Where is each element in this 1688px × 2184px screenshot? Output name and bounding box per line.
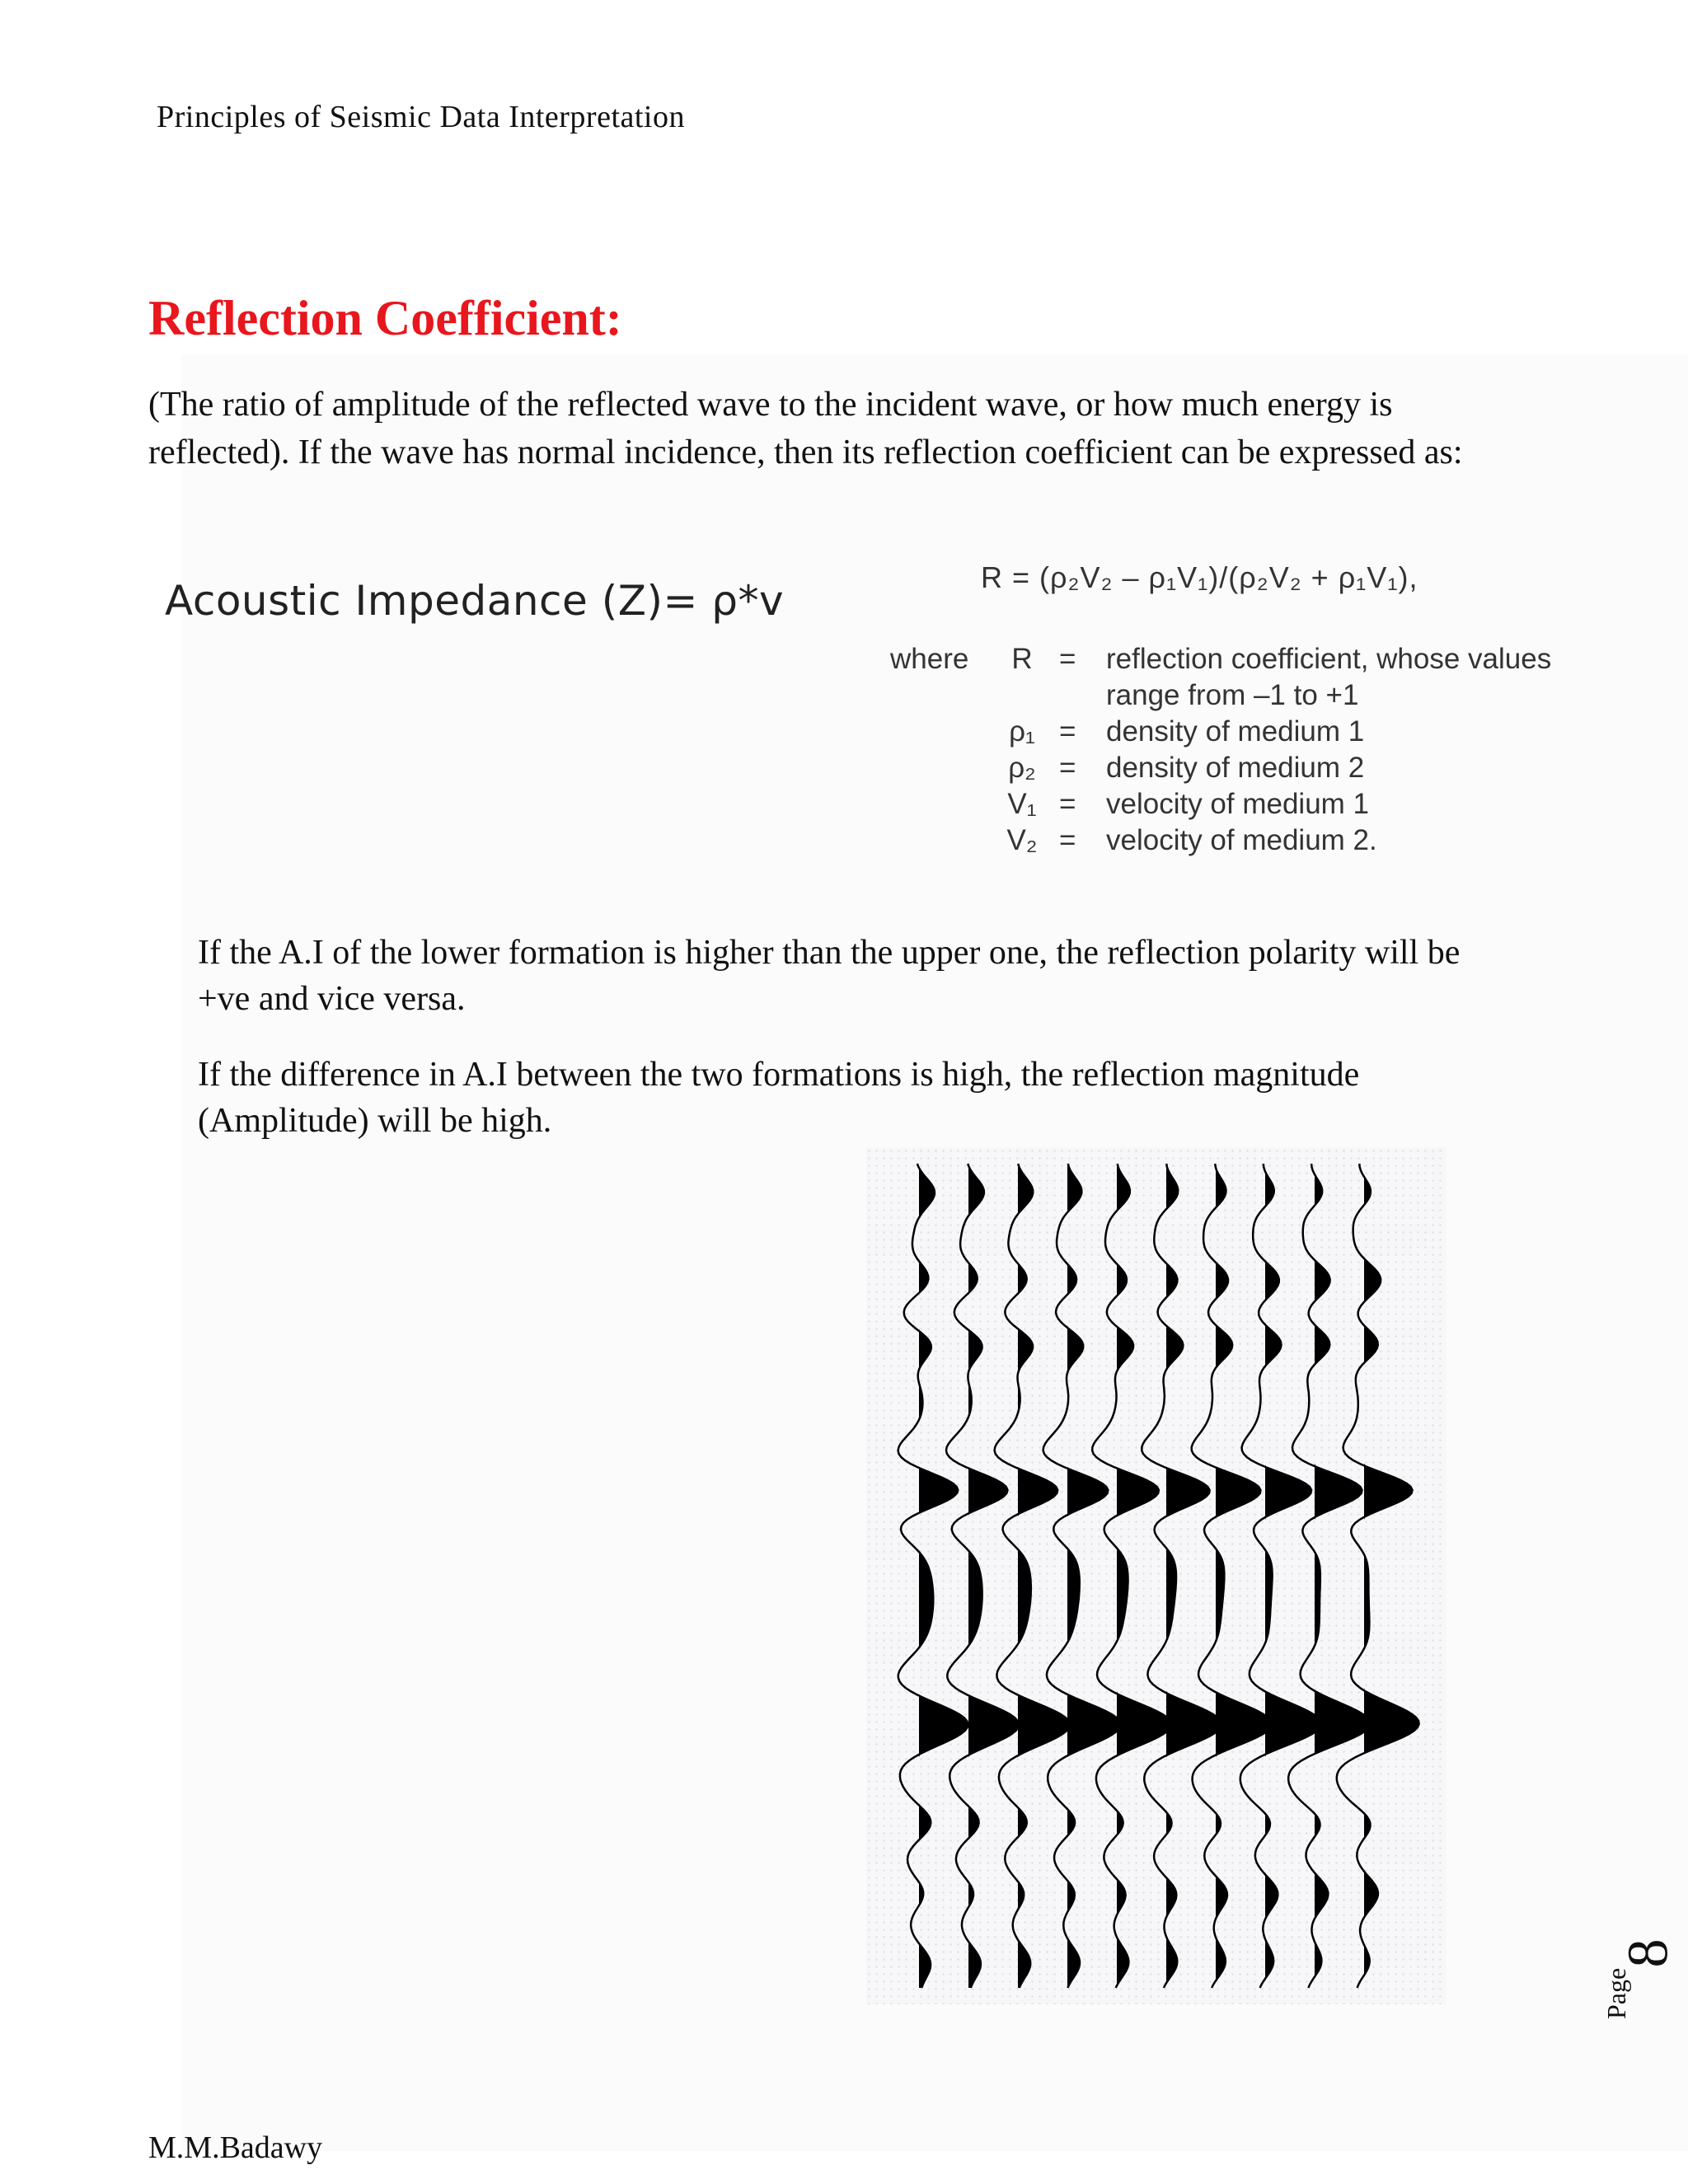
magnitude-paragraph	[198, 1052, 1566, 1144]
intro-line-2: reflected). If the wave has normal incidence, then its reflection coefficient can be expressed as:	[148, 434, 1463, 471]
definition-symbol: ρ₂	[1008, 752, 1036, 784]
trace-line	[1043, 1164, 1121, 1988]
trace-fill	[1018, 1164, 1070, 1988]
footer-author: M.M.Badawy	[148, 2130, 323, 2165]
polarity-line-2: +ve and vice versa.	[198, 980, 466, 1018]
trace-fill	[919, 1164, 968, 1988]
section-heading: Reflection Coefficient:	[148, 291, 622, 345]
definition-equals: =	[1059, 824, 1076, 856]
trace-line	[1092, 1164, 1171, 1988]
reflection-coefficient-equation: R = (ρ₂V₂ – ρ₁V₁)/(ρ₂V₂ + ρ₁V₁),	[981, 560, 1418, 594]
definition-text: velocity of medium 2.	[1106, 824, 1377, 856]
definition-equals: =	[1059, 643, 1076, 675]
seismic-traces-svg	[865, 1147, 1447, 2004]
definition-symbol: ρ₁	[1009, 715, 1035, 748]
trace-fill	[1364, 1164, 1419, 1988]
running-header: Principles of Seismic Data Interpretation	[157, 100, 685, 134]
magnitude-line-1: If the difference in A.I between the two formations is high, the reflection magnitude	[198, 1056, 1360, 1094]
definition-symbol: V₂	[1006, 824, 1038, 856]
trace-line	[1192, 1164, 1272, 1988]
definition-text: reflection coefficient, whose values	[1106, 643, 1552, 675]
page-number-block	[1595, 1920, 1681, 2027]
acoustic-impedance-formula: Acoustic Impedance (Z)= ρ*v	[165, 577, 785, 625]
definition-text: range from –1 to +1	[1106, 679, 1359, 711]
definition-equals: =	[1059, 788, 1076, 820]
trace-fill	[1315, 1164, 1371, 1988]
trace-line	[1142, 1164, 1221, 1988]
trace-line	[995, 1164, 1071, 1988]
definition-text: velocity of medium 1	[1106, 788, 1370, 820]
magnitude-line-2: (Amplitude) will be high.	[198, 1102, 552, 1140]
page-number: 8	[1616, 1938, 1681, 1968]
intro-paragraph	[148, 381, 1566, 476]
definition-text: density of medium 1	[1106, 715, 1365, 748]
trace-fill	[1067, 1164, 1121, 1988]
page-label: Page	[1601, 1967, 1631, 2019]
reflection-coefficient-figure	[882, 560, 1607, 874]
intro-line-1: (The ratio of amplitude of the reflected wave to the incident wave, or how much energy is	[148, 386, 1393, 424]
trace-line	[946, 1164, 1019, 1988]
seismic-traces-figure	[865, 1147, 1447, 2004]
definition-text: density of medium 2	[1106, 752, 1365, 784]
definition-equals: =	[1059, 752, 1076, 784]
polarity-line-1: If the A.I of the lower formation is higher than the upper one, the reflection polarity will be	[198, 934, 1461, 972]
trace-line	[1288, 1164, 1370, 1988]
polarity-paragraph	[198, 930, 1566, 1022]
definition-symbol: R	[1011, 643, 1033, 675]
definition-equals: =	[1059, 715, 1076, 748]
definition-symbol: V₁	[1007, 788, 1037, 820]
where-label: where	[890, 643, 969, 675]
trace-fill	[968, 1164, 1019, 1988]
trace-line	[1337, 1164, 1419, 1988]
trace-fill	[1265, 1164, 1321, 1988]
